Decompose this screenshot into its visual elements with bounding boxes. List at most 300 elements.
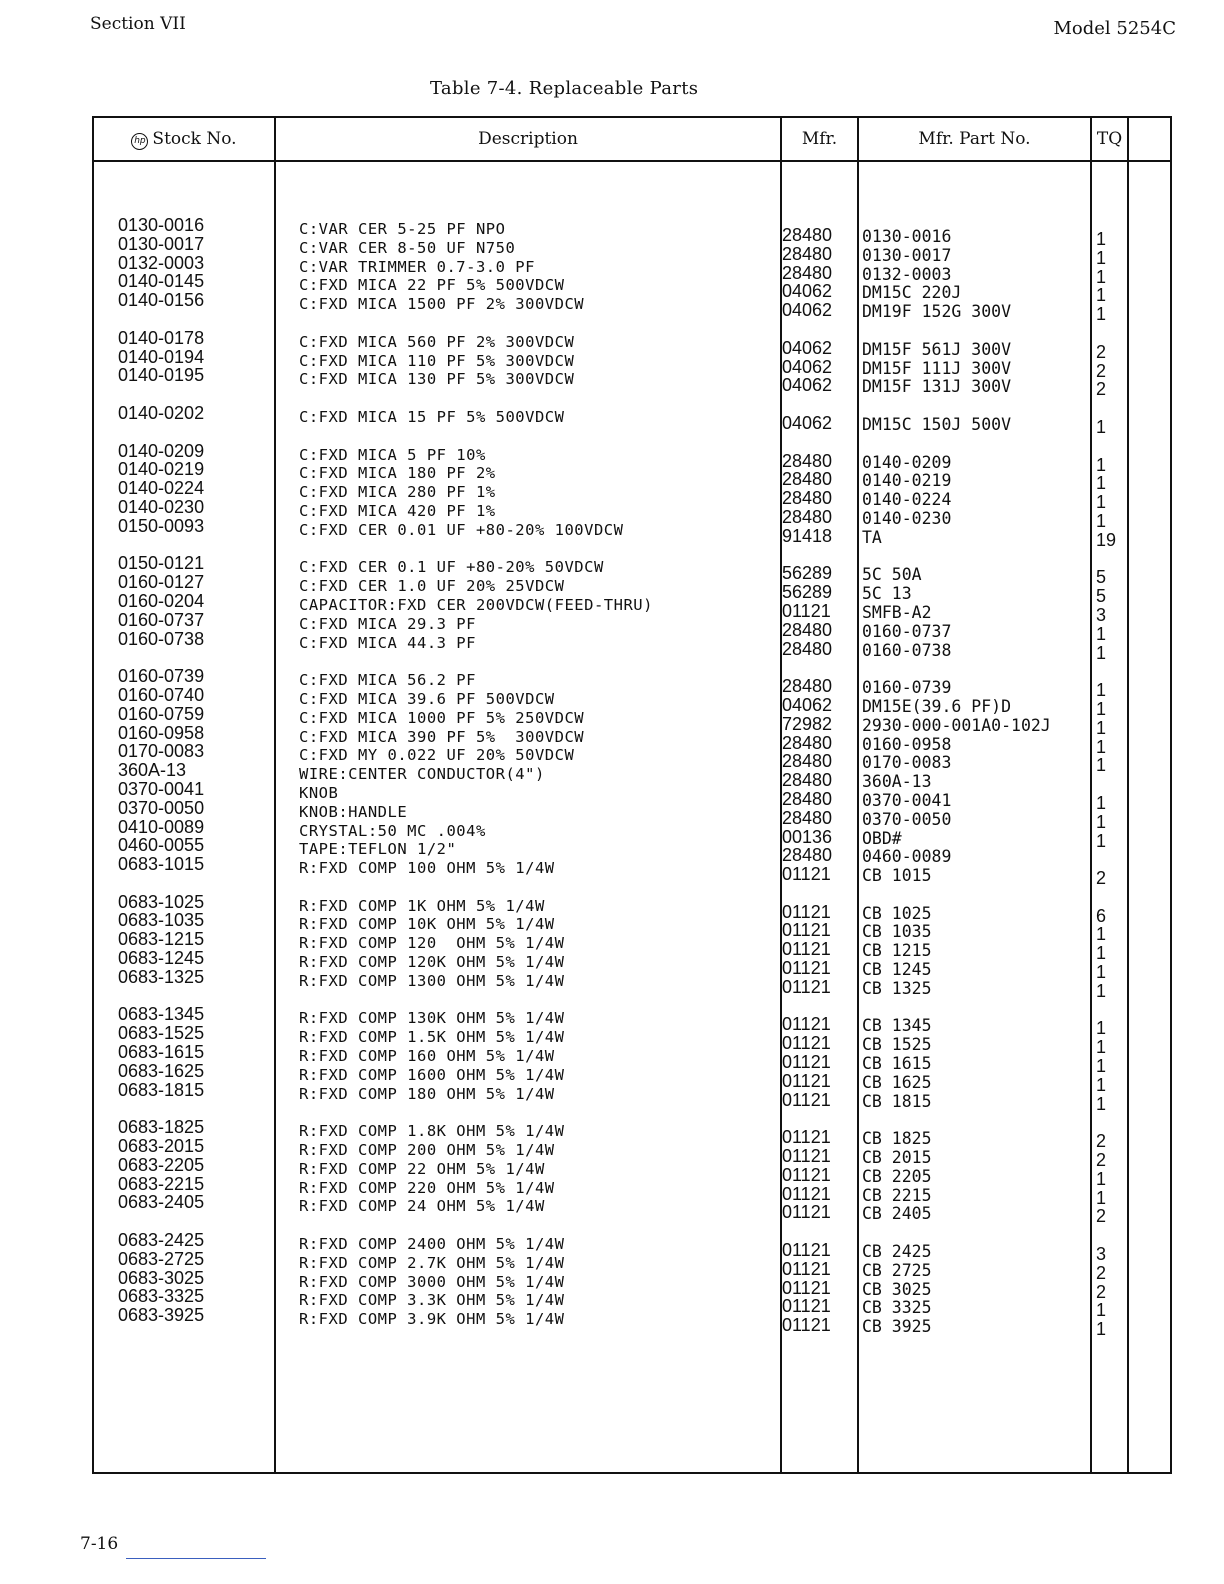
tq-cell: 1	[1096, 1300, 1107, 1321]
description-cell: R:FXD COMP 22 OHM 5% 1/4W	[299, 1159, 545, 1178]
mfr-code-cell: 28480	[782, 807, 833, 828]
mfr-part-cell: 0160-0958	[862, 734, 952, 754]
group-spacer	[782, 320, 854, 339]
mfr-part-cell: DM15C 150J 500V	[862, 414, 1012, 434]
stock-number-cell: 0140-0202	[118, 402, 205, 423]
mfr-code-cell: 01121	[782, 1052, 831, 1073]
mfr-part-cell: 360A-13	[862, 772, 932, 792]
description-cell: R:FXD COMP 24 OHM 5% 1/4W	[299, 1197, 545, 1216]
mfr-code-cell: 91418	[782, 525, 833, 546]
mfr-part-cell: CB 1825	[862, 1129, 932, 1149]
mfr-code-cell: 04062	[782, 694, 833, 715]
stock-number-cell: 0160-0737	[118, 609, 205, 630]
stock-number-cell: 0150-0121	[118, 553, 205, 574]
description-cell: R:FXD COMP 3000 OHM 5% 1/4W	[299, 1272, 565, 1291]
description-cell: C:FXD MICA 39.6 PF 500VDCW	[299, 689, 555, 708]
mfr-part-cell: CB 1015	[862, 866, 932, 886]
tq-cell: 1	[1096, 717, 1107, 738]
hp-logo-icon: hp	[131, 133, 148, 150]
description-cell: R:FXD COMP 100 OHM 5% 1/4W	[299, 859, 555, 878]
mfr-code-cell: 28480	[782, 450, 833, 471]
mfr-part-cell: 0160-0737	[862, 621, 952, 641]
mfr-part-cell: CB 3325	[862, 1298, 932, 1318]
tq-cell: 1	[1096, 642, 1107, 663]
stock-number-cell: 0160-0740	[118, 684, 205, 705]
mfr-code-cell: 28480	[782, 243, 833, 264]
description-cell: R:FXD COMP 1.8K OHM 5% 1/4W	[299, 1122, 565, 1141]
column-divider	[1127, 118, 1129, 1472]
group-spacer	[1096, 662, 1124, 681]
mfr-code-cell: 01121	[782, 1202, 831, 1223]
stock-number-cell: 0410-0089	[118, 816, 205, 837]
mfr-part-cell: 5C 50A	[862, 565, 922, 585]
group-spacer	[118, 648, 268, 667]
tq-cell: 1	[1096, 247, 1107, 268]
mfr-code-cell: 01121	[782, 864, 831, 885]
group-spacer	[118, 536, 268, 555]
group-spacer	[118, 987, 268, 1006]
stock-number-cell: 0160-0759	[118, 703, 205, 724]
group-spacer	[782, 1222, 854, 1241]
description-cell: C:FXD MICA 56.2 PF	[299, 671, 476, 690]
description-cell: R:FXD COMP 1600 OHM 5% 1/4W	[299, 1065, 565, 1084]
description-cell: C:VAR TRIMMER 0.7-3.0 PF	[299, 257, 535, 276]
tq-cell: 1	[1096, 811, 1107, 832]
group-spacer	[862, 548, 1092, 567]
stock-number-cell: 0140-0219	[118, 459, 205, 480]
tq-cell: 2	[1096, 1206, 1107, 1227]
stock-number-cell: 0683-1525	[118, 1023, 205, 1044]
mfr-code-cell: 04062	[782, 281, 833, 302]
description-cell: R:FXD COMP 130K OHM 5% 1/4W	[299, 1009, 565, 1028]
table-title: Table 7-4. Replaceable Parts	[430, 78, 699, 99]
column-divider	[857, 118, 859, 1472]
group-spacer	[862, 435, 1092, 454]
stock-number-cell: 0683-1025	[118, 891, 205, 912]
column-header-tq: TQ	[1096, 129, 1123, 149]
mfr-code-cell: 01121	[782, 1240, 831, 1261]
footer-rule	[126, 1558, 266, 1559]
tq-cell: 1	[1096, 1168, 1107, 1189]
tq-cell: 1	[1096, 736, 1107, 757]
group-spacer	[1096, 1113, 1124, 1132]
stock-number-cell: 0683-3325	[118, 1286, 205, 1307]
mfr-code-cell: 56289	[782, 563, 833, 584]
stock-number-cell: 0150-0093	[118, 515, 205, 536]
tq-cell: 3	[1096, 604, 1107, 625]
tq-cell: 1	[1096, 924, 1107, 945]
description-cell: R:FXD COMP 10K OHM 5% 1/4W	[299, 915, 555, 934]
mfr-code-cell: 01121	[782, 1146, 831, 1167]
group-spacer	[1096, 1001, 1124, 1020]
mfr-code-cell: 28480	[782, 638, 833, 659]
mfr-code-cell: 28480	[782, 845, 833, 866]
mfr-code-cell: 28480	[782, 225, 833, 245]
description-cell: R:FXD COMP 1K OHM 5% 1/4W	[299, 896, 545, 915]
mfr-part-cell: CB 1035	[862, 922, 932, 942]
page-number: 7-16	[80, 1534, 119, 1554]
group-spacer	[299, 991, 779, 1010]
stock-number-cell: 0370-0041	[118, 778, 205, 799]
stock-number-cell: 0683-2725	[118, 1248, 205, 1269]
stock-number-cell: 0130-0016	[118, 215, 205, 235]
group-spacer	[1096, 1226, 1124, 1245]
mfr-part-cell: 0130-0016	[862, 227, 952, 246]
tq-column	[1096, 230, 1124, 1339]
tq-cell: 1	[1096, 1319, 1107, 1340]
tq-cell: 1	[1096, 943, 1107, 964]
mfr-code-cell: 01121	[782, 1014, 831, 1035]
stock-number-cell: 0683-2215	[118, 1173, 205, 1194]
group-spacer	[299, 1103, 779, 1122]
mfr-part-cell: DM15C 220J	[862, 283, 962, 303]
mfr-part-cell: 0140-0209	[862, 452, 952, 472]
description-cell: C:FXD MICA 29.3 PF	[299, 614, 476, 633]
description-cell: R:FXD COMP 120 OHM 5% 1/4W	[299, 934, 565, 953]
mfr-part-cell: CB 2405	[862, 1204, 932, 1224]
mfr-code-cell: 01121	[782, 1277, 831, 1298]
mfr-code-cell: 28480	[782, 506, 833, 527]
mfr-part-cell: DM15F 111J 300V	[862, 358, 1012, 378]
mfr-part-cell: CB 2215	[862, 1185, 932, 1205]
mfr-code-cell: 56289	[782, 582, 833, 603]
tq-cell: 1	[1096, 454, 1107, 475]
tq-cell: 1	[1096, 623, 1107, 644]
mfr-part-cell: DM15F 131J 300V	[862, 377, 1012, 397]
mfr-part-cell: 0130-0017	[862, 245, 952, 265]
mfr-code-cell: 01121	[782, 976, 831, 997]
description-cell: R:FXD COMP 3.3K OHM 5% 1/4W	[299, 1291, 565, 1310]
mfr-part-cell: 5C 13	[862, 584, 912, 604]
tq-cell: 1	[1096, 285, 1107, 306]
stock-number-cell: 0132-0003	[118, 252, 205, 273]
description-cell: C:FXD MICA 390 PF 5% 300VDCW	[299, 727, 585, 746]
group-spacer	[782, 997, 854, 1016]
description-cell: R:FXD COMP 180 OHM 5% 1/4W	[299, 1084, 555, 1103]
mfr-code-cell: 28480	[782, 488, 833, 509]
stock-number-cell: 0683-2425	[118, 1230, 205, 1251]
stock-number-cell: 0130-0017	[118, 233, 205, 254]
group-spacer	[782, 1109, 854, 1128]
description-cell: C:FXD MICA 110 PF 5% 300VDCW	[299, 351, 575, 370]
description-cell: C:FXD CER 0.01 UF +80-20% 100VDCW	[299, 520, 624, 539]
group-spacer	[118, 385, 268, 404]
description-cell: R:FXD COMP 1300 OHM 5% 1/4W	[299, 971, 565, 990]
mfr-part-cell: 0370-0050	[862, 809, 952, 829]
stock-number-cell: 0140-0224	[118, 478, 205, 499]
group-spacer	[299, 427, 779, 446]
group-spacer	[862, 1111, 1092, 1130]
mfr-part-cell: OBD#	[862, 828, 902, 848]
group-spacer	[1096, 399, 1124, 418]
tq-cell: 1	[1096, 1093, 1107, 1114]
stock-number-cell: 0683-1035	[118, 910, 205, 931]
mfr-part-cell: CB 1215	[862, 941, 932, 961]
stock-number-cell: 0160-0204	[118, 590, 205, 611]
mfr-part-cell: CB 2205	[862, 1166, 932, 1186]
group-spacer	[782, 884, 854, 903]
group-spacer	[118, 423, 268, 442]
description-cell: CRYSTAL:50 MC .004%	[299, 821, 486, 840]
tq-cell: 2	[1096, 341, 1107, 362]
description-cell: KNOB	[299, 783, 339, 802]
group-spacer	[299, 652, 779, 671]
mfr-part-cell: DM19F 152G 300V	[862, 302, 1012, 322]
mfr-part-cell: 0370-0041	[862, 790, 952, 810]
stock-number-column	[118, 216, 268, 1325]
stock-number-cell: 0683-1015	[118, 854, 205, 875]
tq-cell: 19	[1096, 529, 1117, 550]
model-label: Model 5254C	[1053, 18, 1176, 39]
stock-number-cell: 0140-0145	[118, 271, 205, 292]
mfr-code-cell: 01121	[782, 1315, 831, 1336]
tq-cell: 3	[1096, 1244, 1107, 1265]
mfr-code-cell: 01121	[782, 920, 831, 941]
mfr-part-cell: CB 1345	[862, 1016, 932, 1036]
description-cell: TAPE:TEFLON 1/2"	[299, 840, 457, 859]
stock-number-cell: 0683-3025	[118, 1267, 205, 1288]
mfr-part-cell: 0460-0089	[862, 847, 952, 867]
mfr-code-cell: 01121	[782, 1183, 831, 1204]
tq-cell: 1	[1096, 962, 1107, 983]
mfr-code-cell: 28480	[782, 751, 833, 772]
group-spacer	[118, 874, 268, 893]
tq-cell: 1	[1096, 416, 1107, 437]
description-cell: CAPACITOR:FXD CER 200VDCW(FEED-THRU)	[299, 595, 653, 614]
mfr-code-cell: 01121	[782, 1089, 831, 1110]
description-cell: C:FXD MICA 280 PF 1%	[299, 483, 496, 502]
mfr-part-cell: CB 1625	[862, 1072, 932, 1092]
tq-cell: 1	[1096, 792, 1107, 813]
mfr-part-cell: 0160-0739	[862, 678, 952, 698]
description-cell: C:VAR CER 5-25 PF NPO	[299, 220, 506, 238]
mfr-part-cell: CB 1245	[862, 960, 932, 980]
description-cell: R:FXD COMP 160 OHM 5% 1/4W	[299, 1047, 555, 1066]
stock-number-cell: 0140-0209	[118, 440, 205, 461]
description-cell: C:FXD MY 0.022 UF 20% 50VDCW	[299, 746, 575, 765]
column-header-description: Description	[478, 129, 578, 149]
description-cell: C:FXD MICA 1000 PF 5% 250VDCW	[299, 708, 585, 727]
group-spacer	[299, 878, 779, 897]
group-spacer	[862, 886, 1092, 905]
description-cell: C:FXD CER 1.0 UF 20% 25VDCW	[299, 577, 565, 596]
stock-number-cell: 0683-1815	[118, 1079, 205, 1100]
stock-number-cell: 0683-1325	[118, 966, 205, 987]
description-cell: R:FXD COMP 200 OHM 5% 1/4W	[299, 1141, 555, 1160]
tq-cell: 2	[1096, 868, 1107, 889]
group-spacer	[299, 1216, 779, 1235]
mfr-code-cell: 04062	[782, 356, 833, 377]
description-cell: C:FXD MICA 44.3 PF	[299, 633, 476, 652]
mfr-part-cell: 0140-0230	[862, 508, 952, 528]
column-header-stock: hp Stock No.	[94, 129, 274, 150]
stock-number-cell: 0160-0738	[118, 628, 205, 649]
group-spacer	[1096, 437, 1124, 456]
stock-number-cell: 0683-2015	[118, 1136, 205, 1157]
tq-cell: 1	[1096, 830, 1107, 851]
description-cell: WIRE:CENTER CONDUCTOR(4")	[299, 765, 545, 784]
tq-cell	[1096, 775, 1124, 794]
description-cell: R:FXD COMP 1.5K OHM 5% 1/4W	[299, 1028, 565, 1047]
stock-number-cell: 0683-1245	[118, 948, 205, 969]
tq-cell: 1	[1096, 266, 1107, 287]
parts-table	[92, 116, 1172, 1474]
mfr-part-cell: SMFB-A2	[862, 602, 932, 622]
description-cell: C:FXD CER 0.1 UF +80-20% 50VDCW	[299, 558, 604, 577]
mfr-code-cell: 04062	[782, 412, 833, 433]
stock-number-cell: 0683-2405	[118, 1192, 205, 1213]
tq-cell: 1	[1096, 229, 1107, 249]
group-spacer	[299, 389, 779, 408]
mfr-code-cell: 72982	[782, 713, 833, 734]
mfr-code-cell: 01121	[782, 1258, 831, 1279]
description-cell: C:FXD MICA 5 PF 10%	[299, 445, 486, 464]
description-cell: C:FXD MICA 1500 PF 2% 300VDCW	[299, 295, 585, 314]
stock-number-cell: 0170-0083	[118, 741, 205, 762]
mfr-part-cell: 0140-0219	[862, 471, 952, 491]
stock-number-cell: 0140-0178	[118, 327, 205, 348]
description-cell: C:FXD MICA 560 PF 2% 300VDCW	[299, 332, 575, 351]
mfr-code-cell: 28480	[782, 469, 833, 490]
tq-cell: 1	[1096, 1018, 1107, 1039]
tq-cell: 1	[1096, 680, 1107, 701]
description-cell: C:FXD MICA 420 PF 1%	[299, 501, 496, 520]
stock-number-cell: 0460-0055	[118, 835, 205, 856]
stock-number-cell: 0683-2205	[118, 1154, 205, 1175]
mfr-code-cell: 01121	[782, 1127, 831, 1148]
mfr-code-cell: 04062	[782, 337, 833, 358]
stock-number-cell: 0683-1625	[118, 1060, 205, 1081]
mfr-part-cell: CB 1525	[862, 1035, 932, 1055]
mfr-part-cell: DM15E(39.6 PF)D	[862, 696, 1012, 716]
stock-number-cell: 0160-0958	[118, 722, 205, 743]
mfr-code-cell: 28480	[782, 619, 833, 640]
tq-cell: 2	[1096, 1131, 1107, 1152]
description-cell: C:FXD MICA 130 PF 5% 300VDCW	[299, 370, 575, 389]
mfr-code-cell: 01121	[782, 958, 831, 979]
mfr-part-cell: 0170-0083	[862, 753, 952, 773]
tq-cell: 1	[1096, 1056, 1107, 1077]
tq-cell: 1	[1096, 1074, 1107, 1095]
mfr-part-cell: CB 2015	[862, 1148, 932, 1168]
description-cell: C:FXD MICA 180 PF 2%	[299, 464, 496, 483]
mfr-code-cell: 01121	[782, 1296, 831, 1317]
stock-number-cell: 0683-1345	[118, 1004, 205, 1025]
tq-cell: 2	[1096, 1150, 1107, 1171]
mfr-part-cell: CB 2725	[862, 1260, 932, 1280]
stock-number-cell: 0683-1215	[118, 929, 205, 950]
tq-cell: 6	[1096, 905, 1107, 926]
description-cell: C:VAR CER 8-50 UF N750	[299, 238, 516, 257]
tq-cell: 1	[1096, 1187, 1107, 1208]
mfr-part-cell: DM15F 561J 300V	[862, 339, 1012, 359]
group-spacer	[299, 540, 779, 559]
stock-number-cell: 0683-3925	[118, 1305, 205, 1326]
mfr-part-cell: 2930-000-001A0-102J	[862, 715, 1051, 735]
mfr-part-cell: 0132-0003	[862, 264, 952, 284]
mfr-code-cell: 01121	[782, 1070, 831, 1091]
tq-cell	[1096, 850, 1124, 869]
group-spacer	[862, 397, 1092, 416]
mfr-code-cell: 01121	[782, 939, 831, 960]
tq-cell: 5	[1096, 567, 1107, 588]
tq-cell: 1	[1096, 1037, 1107, 1058]
group-spacer	[118, 1212, 268, 1231]
mfr-code-cell: 28480	[782, 732, 833, 753]
description-cell: R:FXD COMP 120K OHM 5% 1/4W	[299, 953, 565, 972]
description-cell: R:FXD COMP 2400 OHM 5% 1/4W	[299, 1235, 565, 1254]
stock-number-cell: 0160-0127	[118, 572, 205, 593]
group-spacer	[299, 314, 779, 333]
group-spacer	[862, 660, 1092, 679]
column-divider	[274, 118, 276, 1472]
group-spacer	[1096, 324, 1124, 343]
stock-number-cell: 360A-13	[118, 760, 187, 781]
stock-number-cell: 0683-1615	[118, 1042, 205, 1063]
stock-number-cell: 0683-1825	[118, 1117, 205, 1138]
tq-cell: 5	[1096, 586, 1107, 607]
stock-number-cell: 0370-0050	[118, 797, 205, 818]
description-column	[299, 220, 779, 1329]
mfr-code-cell: 01121	[782, 1033, 831, 1054]
mfr-part-cell: CB 1025	[862, 903, 932, 923]
description-cell: R:FXD COMP 3.9K OHM 5% 1/4W	[299, 1310, 565, 1329]
group-spacer	[862, 999, 1092, 1018]
tq-cell: 1	[1096, 304, 1107, 325]
group-spacer	[1096, 550, 1124, 569]
stock-number-cell: 0140-0156	[118, 290, 205, 311]
stock-number-cell: 0140-0230	[118, 496, 205, 517]
mfr-code-cell: 28480	[782, 676, 833, 697]
tq-cell: 1	[1096, 492, 1107, 513]
group-spacer	[782, 658, 854, 677]
mfr-code-column	[782, 226, 854, 1335]
tq-cell: 1	[1096, 755, 1107, 776]
description-cell: C:FXD MICA 15 PF 5% 500VDCW	[299, 407, 565, 426]
mfr-part-cell: 0140-0224	[862, 490, 952, 510]
mfr-code-cell: 04062	[782, 375, 833, 396]
stock-number-cell: 0160-0739	[118, 666, 205, 687]
mfr-part-cell: CB 2425	[862, 1242, 932, 1262]
mfr-part-cell: CB 1815	[862, 1091, 932, 1111]
mfr-part-cell: TA	[862, 527, 882, 547]
tq-cell: 2	[1096, 379, 1107, 400]
tq-cell: 1	[1096, 510, 1107, 531]
mfr-part-cell: CB 3025	[862, 1279, 932, 1299]
mfr-part-cell: CB 1325	[862, 978, 932, 998]
mfr-code-cell: 04062	[782, 300, 833, 321]
tq-cell: 1	[1096, 473, 1107, 494]
group-spacer	[782, 546, 854, 565]
mfr-code-cell: 28480	[782, 788, 833, 809]
tq-cell: 1	[1096, 698, 1107, 719]
group-spacer	[118, 310, 268, 329]
tq-cell: 2	[1096, 360, 1107, 381]
group-spacer	[782, 395, 854, 414]
mfr-code-cell: 01121	[782, 600, 831, 621]
tq-cell: 2	[1096, 1281, 1107, 1302]
mfr-code-cell: 00136	[782, 826, 833, 847]
mfr-code-cell: 28480	[782, 770, 833, 791]
description-cell: C:FXD MICA 22 PF 5% 500VDCW	[299, 276, 565, 295]
mfr-part-cell: CB 1615	[862, 1054, 932, 1074]
description-cell: R:FXD COMP 2.7K OHM 5% 1/4W	[299, 1253, 565, 1272]
mfr-code-cell: 28480	[782, 262, 833, 283]
stock-number-cell: 0140-0194	[118, 346, 205, 367]
group-spacer	[862, 1224, 1092, 1243]
stock-number-cell: 0140-0195	[118, 365, 205, 386]
group-spacer	[1096, 888, 1124, 907]
